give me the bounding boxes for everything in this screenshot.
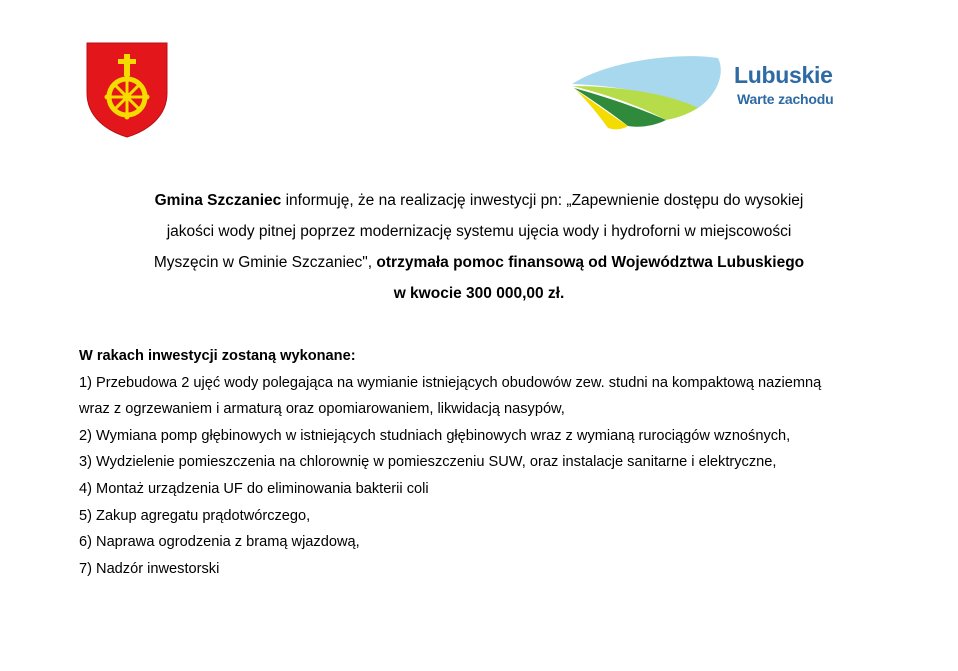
list-item: 7) Nadzór inwestorski — [79, 560, 220, 577]
announcement-line-3-plain: Myszęcin w Gminie Szczaniec", — [153, 254, 377, 271]
announcement-line-2: jakości wody pitnej poprzez modernizację systemu ujęcia wody i hydroforni w miejscowości — [166, 223, 792, 240]
announcement-amount: w kwocie 300 000,00 zł. — [393, 285, 565, 302]
list-item: 1) Przebudowa 2 ujęć wody polegająca na wymianie istniejących obudowów zew. studni na kompaktową naziemną — [79, 374, 822, 391]
announcement-funding: otrzymała pomoc finansową od Województwa Lubuskiego — [376, 254, 805, 271]
lubuskie-logo — [570, 52, 870, 134]
works-section — [79, 343, 909, 582]
list-item: 4) Montaż urządzenia UF do eliminowania bakterii coli — [79, 480, 429, 497]
lubuskie-name: Lubuskie — [734, 62, 833, 88]
announcement-line-1-rest: informuję, że na realizację inwestycji pn: „Zapewnienie dostępu do wysokiej — [281, 192, 804, 209]
works-list — [79, 370, 909, 583]
list-item: 2) Wymiana pomp głębinowych w istniejących studniach głębinowych wraz z wymianą rurociągów wznośnych, — [79, 427, 791, 444]
municipality-name: Gmina Szczaniec — [154, 192, 282, 209]
works-heading: W rakach inwestycji zostaną wykonane: — [79, 348, 356, 364]
lubuskie-tagline: Warte zachodu — [737, 91, 834, 107]
szczaniec-coat-of-arms-icon — [85, 41, 169, 139]
announcement — [60, 185, 898, 309]
list-item: 5) Zakup agregatu prądotwórczego, — [79, 507, 311, 524]
announcement-line-3 — [60, 247, 898, 278]
list-item: 3) Wydzielenie pomieszczenia na chlorownię w pomieszczeniu SUW, oraz instalacje sanitarne i elektryczne, — [79, 454, 777, 471]
lubuskie-waves-icon — [570, 52, 730, 134]
list-item: wraz z ogrzewaniem i armaturą oraz opomiarowaniem, likwidacją nasypów, — [79, 401, 565, 418]
list-item: 6) Naprawa ogrodzenia z bramą wjazdową, — [79, 534, 360, 551]
announcement-line-1 — [60, 185, 898, 216]
